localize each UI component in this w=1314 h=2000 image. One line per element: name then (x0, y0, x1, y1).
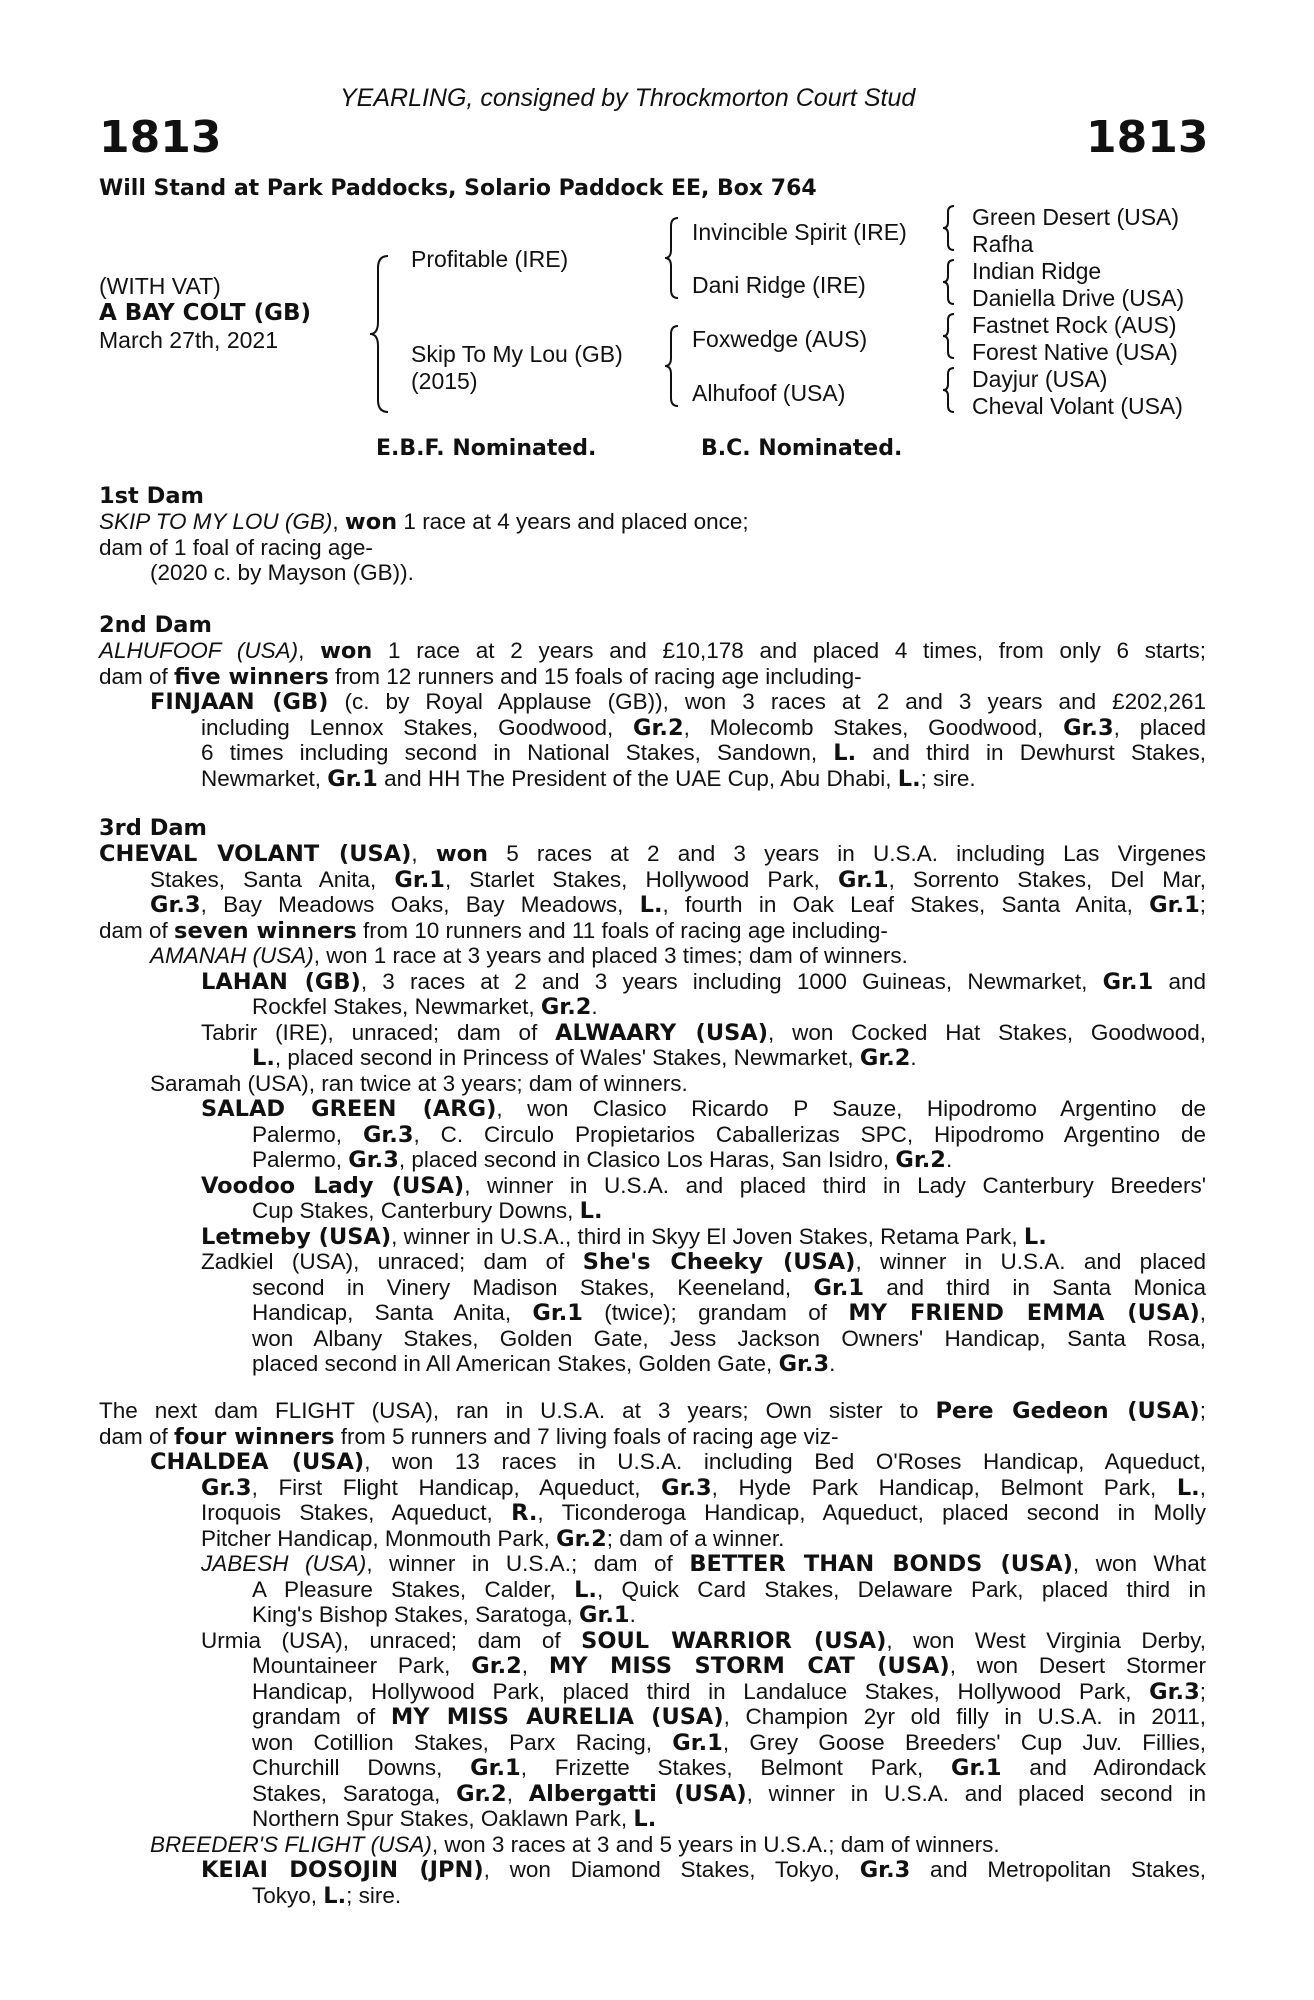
third-dam-line: Saramah (USA), ran twice at 3 years; dam of winners. (150, 1070, 688, 1096)
pedigree-brace-gg1 (940, 204, 960, 252)
next-dam-line: Iroquois Stakes, Aqueduct, R., Ticonderoga Handicap, Aqueduct, placed second in Molly (201, 1500, 1206, 1526)
pedigree-sire: Profitable (IRE) (411, 246, 569, 272)
second-dam-line: ALHUFOOF (USA), won 1 race at 2 years and £10,178 and placed 4 times, from only 6 starts; (99, 638, 1206, 664)
third-dam-line: placed second in All American Stakes, Golden Gate, Gr.3. (252, 1351, 836, 1377)
pedigree-dam: Skip To My Lou (GB) (411, 341, 623, 367)
third-dam-line: Palermo, Gr.3, placed second in Clasico Los Haras, San Isidro, Gr.2. (252, 1147, 953, 1173)
pedigree-gg-5: Fastnet Rock (AUS) (972, 312, 1177, 338)
pedigree-brace-dam (662, 324, 684, 408)
pedigree-brace-gg2 (940, 258, 960, 306)
lot-number-left: 1813 (99, 112, 222, 163)
pedigree-gg-3: Indian Ridge (972, 258, 1102, 284)
pedigree-sire-sire: Invincible Spirit (IRE) (692, 219, 907, 245)
vat-note: (WITH VAT) (99, 273, 221, 299)
pedigree-gg-7: Dayjur (USA) (972, 366, 1108, 392)
stand-location: Will Stand at Park Paddocks, Solario Paddock EE, Box 764 (99, 176, 817, 201)
second-dam-heading: 2nd Dam (99, 612, 212, 638)
third-dam-line: Rockfel Stakes, Newmarket, Gr.2. (252, 994, 598, 1020)
third-dam-line: AMANAH (USA), won 1 race at 3 years and placed 3 times; dam of winners. (150, 943, 908, 968)
next-dam-line: Gr.3, First Flight Handicap, Aqueduct, Gr.3, Hyde Park Handicap, Belmont Park, L., (201, 1474, 1206, 1501)
next-dam-line: King's Bishop Stakes, Saratoga, Gr.1. (252, 1602, 636, 1628)
second-dam-line: FINJAAN (GB) (c. by Royal Applause (GB)), won 3 races at 2 and 3 years and £202,261 (150, 689, 1206, 715)
second-dam-line: dam of five winners from 12 runners and 15 foals of racing age including- (99, 663, 862, 690)
next-dam-line: Mountaineer Park, Gr.2, MY MISS STORM CAT (USA), won Desert Stormer (252, 1653, 1206, 1679)
next-dam-line: Churchill Downs, Gr.1, Frizette Stakes, Belmont Park, Gr.1 and Adirondack (252, 1755, 1206, 1781)
first-dam-line: dam of 1 foal of racing age- (99, 534, 373, 560)
consignor-subtitle: YEARLING, consigned by Throckmorton Court Stud (340, 84, 916, 112)
pedigree-dam-dam: Alhufoof (USA) (692, 380, 846, 406)
third-dam-line: dam of seven winners from 10 runners and 11 foals of racing age including- (99, 917, 888, 944)
pedigree-brace-sire (662, 216, 684, 300)
next-dam-line: Northern Spur Stakes, Oaklawn Park, L. (252, 1806, 657, 1832)
next-dam-line: KEIAI DOSOJIN (JPN), won Diamond Stakes, Tokyo, Gr.3 and Metropolitan Stakes, (201, 1857, 1206, 1883)
third-dam-line: CHEVAL VOLANT (USA), won 5 races at 2 and 3 years in U.S.A. including Las Virgenes (99, 841, 1206, 867)
horse-name: A BAY COLT (GB) (99, 300, 312, 326)
third-dam-line: Handicap, Santa Anita, Gr.1 (twice); grandam of MY FRIEND EMMA (USA), (252, 1300, 1206, 1326)
third-dam-line: won Albany Stakes, Golden Gate, Jess Jackson Owners' Handicap, Santa Rosa, (252, 1325, 1206, 1351)
next-dam-line: Stakes, Saratoga, Gr.2, Albergatti (USA), winner in U.S.A. and placed second in (252, 1780, 1207, 1807)
pedigree-gg-4: Daniella Drive (USA) (972, 285, 1185, 311)
next-dam-line: BREEDER'S FLIGHT (USA), won 3 races at 3 and 5 years in U.S.A.; dam of winners. (150, 1831, 1000, 1857)
first-dam-line: (2020 c. by Mayson (GB)). (150, 560, 414, 585)
third-dam-line: LAHAN (GB), 3 races at 2 and 3 years including 1000 Guineas, Newmarket, Gr.1 and (201, 968, 1207, 995)
first-dam-line: SKIP TO MY LOU (GB), won 1 race at 4 years and placed once; (99, 509, 749, 535)
next-dam-line: Urmia (USA), unraced; dam of SOUL WARRIOR (USA), won West Virginia Derby, (201, 1627, 1206, 1654)
third-dam-line: Letmeby (USA), winner in U.S.A., third in Skyy El Joven Stakes, Retama Park, L. (201, 1223, 1047, 1250)
second-dam-line: 6 times including second in National Stakes, Sandown, L. and third in Dewhurst Stakes, (201, 740, 1206, 766)
bc-nomination: B.C. Nominated. (701, 436, 903, 461)
pedigree-gg-6: Forest Native (USA) (972, 339, 1178, 365)
third-dam-line: Palermo, Gr.3, C. Circulo Propietarios Caballerizas SPC, Hipodromo Argentino de (252, 1121, 1206, 1148)
pedigree-dam-year: (2015) (411, 368, 478, 394)
second-dam-line: Newmarket, Gr.1 and HH The President of the UAE Cup, Abu Dhabi, L.; sire. (201, 765, 976, 792)
third-dam-line: L., placed second in Princess of Wales' Stakes, Newmarket, Gr.2. (252, 1045, 917, 1071)
third-dam-line: Voodoo Lady (USA), winner in U.S.A. and placed third in Lady Canterbury Breeders' (201, 1172, 1206, 1199)
pedigree-brace-gg4 (940, 366, 960, 414)
third-dam-line: Cup Stakes, Canterbury Downs, L. (252, 1198, 603, 1224)
pedigree-gg-8: Cheval Volant (USA) (972, 393, 1183, 419)
next-dam-line: A Pleasure Stakes, Calder, L., Quick Card Stakes, Delaware Park, placed third in (252, 1576, 1206, 1603)
pedigree-brace-gg3 (940, 312, 960, 360)
second-dam-line: including Lennox Stakes, Goodwood, Gr.2, Molecomb Stakes, Goodwood, Gr.3, placed (201, 714, 1206, 741)
third-dam-line: Gr.3, Bay Meadows Oaks, Bay Meadows, L., fourth in Oak Leaf Stakes, Santa Anita, Gr.1; (150, 892, 1206, 918)
third-dam-heading: 3rd Dam (99, 815, 207, 841)
next-dam-line: dam of four winners from 5 runners and 7 living foals of racing age viz- (99, 1423, 839, 1450)
pedigree-gg-1: Green Desert (USA) (972, 204, 1180, 230)
next-dam-line: The next dam FLIGHT (USA), ran in U.S.A. at 3 years; Own sister to Pere Gedeon (USA); (99, 1398, 1206, 1424)
next-dam-line: grandam of MY MISS AURELIA (USA), Champion 2yr old filly in U.S.A. in 2011, (252, 1704, 1206, 1730)
pedigree-brace-main (366, 254, 396, 414)
pedigree-dam-sire: Foxwedge (AUS) (692, 326, 868, 352)
pedigree-gg-2: Rafha (972, 231, 1034, 257)
third-dam-line: Zadkiel (USA), unraced; dam of She's Cheeky (USA), winner in U.S.A. and placed (201, 1249, 1206, 1275)
next-dam-line: JABESH (USA), winner in U.S.A.; dam of BETTER THAN BONDS (USA), won What (201, 1551, 1207, 1577)
pedigree-sire-dam: Dani Ridge (IRE) (692, 272, 866, 298)
third-dam-line: SALAD GREEN (ARG), won Clasico Ricardo P Sauze, Hipodromo Argentino de (201, 1096, 1206, 1122)
foaling-date: March 27th, 2021 (99, 327, 279, 353)
first-dam-heading: 1st Dam (99, 483, 204, 509)
next-dam-line: CHALDEA (USA), won 13 races in U.S.A. including Bed O'Roses Handicap, Aqueduct, (150, 1449, 1207, 1475)
lot-number-right: 1813 (1086, 112, 1209, 163)
next-dam-line: Tokyo, L.; sire. (252, 1882, 402, 1909)
ebf-nomination: E.B.F. Nominated. (376, 436, 597, 461)
next-dam-line: Handicap, Hollywood Park, placed third in Landaluce Stakes, Hollywood Park, Gr.3; (252, 1678, 1206, 1705)
next-dam-line: won Cotillion Stakes, Parx Racing, Gr.1, Grey Goose Breeders' Cup Juv. Fillies, (252, 1729, 1207, 1756)
third-dam-line: Stakes, Santa Anita, Gr.1, Starlet Stakes, Hollywood Park, Gr.1, Sorrento Stakes, Del Mar, (150, 866, 1206, 893)
third-dam-line: second in Vinery Madison Stakes, Keeneland, Gr.1 and third in Santa Monica (252, 1274, 1206, 1301)
next-dam-line: Pitcher Handicap, Monmouth Park, Gr.2; dam of a winner. (201, 1525, 785, 1552)
third-dam-line: Tabrir (IRE), unraced; dam of ALWAARY (USA), won Cocked Hat Stakes, Goodwood, (201, 1019, 1206, 1046)
